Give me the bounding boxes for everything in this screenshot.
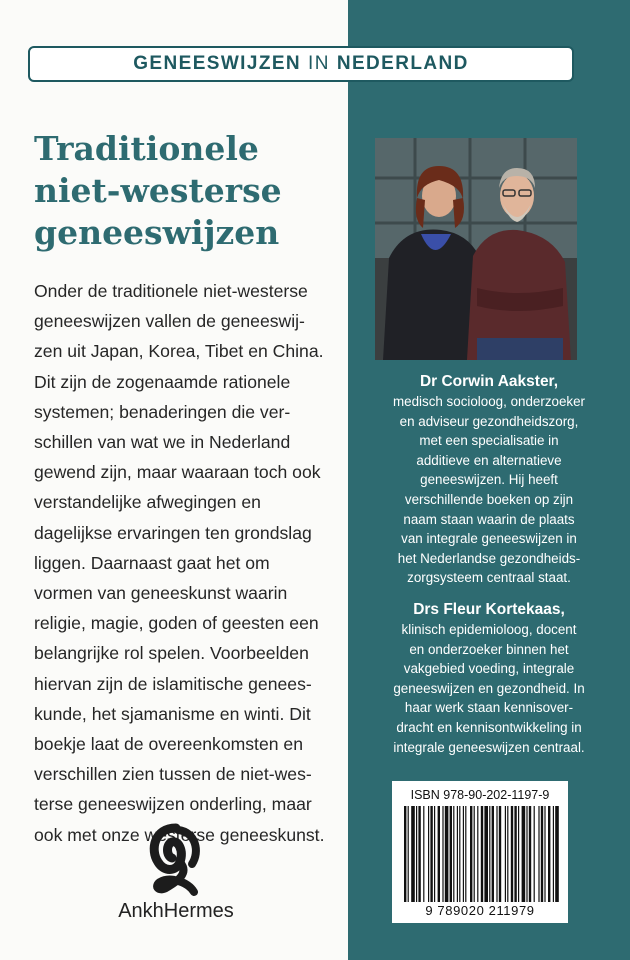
blurb-line: systemen; benaderingen die ver-	[34, 401, 291, 422]
title-line: geneeswijzen	[34, 213, 280, 252]
barcode-bar	[418, 806, 420, 902]
title-line: Traditionele	[34, 129, 259, 168]
barcode-bar	[453, 806, 454, 902]
isbn-barcode	[392, 781, 568, 923]
author-bio-line: en adviseur gezondheidszorg,	[399, 413, 579, 429]
author-bio-line: klinisch epidemioloog, docent	[401, 622, 577, 637]
barcode-bar	[442, 806, 443, 902]
publisher-name-hermes: Hermes	[163, 900, 234, 922]
barcode-bar	[463, 806, 464, 902]
blurb-line: ook met onze westerse geneeskunst.	[34, 824, 325, 845]
blurb-line: kunde, het sjamanisme en winti. Dit	[34, 703, 311, 724]
book-title	[34, 128, 334, 254]
author-bio-line: integrale geneeswijzen centraal.	[393, 739, 585, 755]
publisher-name-ankh: Ankh	[118, 900, 164, 922]
blurb-line: geneeswijzen vallen de geneeswij-	[34, 311, 305, 332]
author-bio-kortekaas	[348, 600, 630, 757]
author-bio-line: vakgebied voeding, integrale	[403, 661, 575, 677]
barcode-bar	[518, 806, 519, 902]
barcode-bar	[428, 806, 429, 902]
series-banner	[28, 46, 574, 82]
barcode-bar	[438, 806, 440, 902]
barcode-bar	[434, 806, 435, 902]
barcode-bar	[544, 806, 545, 902]
publisher-name	[106, 900, 246, 923]
barcode-bar	[538, 806, 539, 902]
barcode-bar	[445, 806, 449, 902]
barcode-bar	[430, 806, 432, 902]
author-bio-line: naam staan waarin de plaats	[403, 511, 575, 527]
barcode-bar	[411, 806, 415, 902]
ankhhermes-logo-icon	[136, 822, 216, 900]
blurb-text	[34, 276, 352, 850]
barcode-bar	[541, 806, 543, 902]
barcode-bar	[404, 806, 406, 902]
author-bio-line: geneeswijzen. Hij heeft	[420, 472, 558, 488]
barcode-bar	[499, 806, 501, 902]
author-bio-line: van integrale geneeswijzen in	[401, 531, 577, 547]
blurb-line: liggen. Daarnaast gaat het om	[34, 552, 270, 573]
barcode-bar	[474, 806, 475, 902]
barcode-bar	[526, 806, 527, 902]
barcode-bar	[459, 806, 460, 902]
author-bio-line: dracht en kennisontwikkeling in	[396, 719, 582, 735]
author-bio-line: met een specialisatie in	[419, 433, 559, 449]
barcode-bar	[465, 806, 466, 902]
barcode-bar	[507, 806, 508, 902]
blurb-line: boekje laat de overeenkomsten en	[34, 734, 303, 755]
series-word-nederland: NEDERLAND	[336, 53, 469, 74]
barcode-digits: 9 789020 211979	[425, 903, 535, 918]
barcode-bar	[548, 806, 550, 902]
blurb-line: verstandelijke afwegingen en	[34, 492, 261, 513]
title-line: niet-westerse	[34, 171, 282, 210]
blurb-line: schillen van wat we in Nederland	[34, 432, 291, 453]
blurb-line: verschillen zien tussen de niet-wes-	[34, 764, 312, 785]
barcode-bar	[496, 806, 497, 902]
barcode-bar	[457, 806, 458, 902]
barcode-bar	[511, 806, 513, 902]
author-bio-aakster	[348, 372, 630, 588]
author-name: Dr Corwin Aakster,	[419, 373, 559, 390]
author-photo	[375, 138, 577, 360]
blurb-line: vormen van geneeskunst waarin	[34, 583, 288, 604]
barcode-bar	[505, 806, 506, 902]
blurb-line: gewend zijn, maar waaraan toch ook	[34, 462, 321, 483]
barcode-bar	[408, 806, 409, 902]
blurb-line: terse geneeswijzen onderling, maar	[34, 794, 312, 815]
blurb-line: belangrijke rol spelen. Voorbeelden	[34, 643, 309, 664]
barcode-bar	[553, 806, 554, 902]
barcode-bar	[481, 806, 483, 902]
blurb-line: religie, magie, goden of geesten een	[34, 613, 319, 634]
barcode-bar	[416, 806, 417, 902]
blurb-line: dagelijkse ervaringen ten grondslag	[34, 522, 312, 543]
barcode-bar	[489, 806, 490, 902]
isbn-text: ISBN 978-90-202-1197-9	[410, 788, 550, 802]
barcode-bar	[492, 806, 494, 902]
author-bio-line: zorgsysteem centraal staat.	[407, 570, 571, 586]
author-bio-line: en onderzoeker binnen het	[409, 641, 569, 657]
barcode-bar	[484, 806, 488, 902]
blurb-line: Onder de traditionele niet-westerse	[34, 281, 308, 301]
author-bio-line: het Nederlandse gezondheids-	[397, 550, 581, 566]
barcode-bar	[470, 806, 472, 902]
blurb-line: hiervan zijn de islamitische genees-	[34, 673, 312, 694]
barcode-bars	[400, 806, 560, 902]
barcode-bar	[534, 806, 535, 902]
series-word-geneeswijzen: GENEESWIJZEN	[133, 53, 302, 74]
author-bio-line: medisch socioloog, onderzoeker	[392, 394, 586, 409]
author-bio-line: additieve en alternatieve	[416, 452, 562, 468]
author-bio-line: haar werk staan kennisover-	[404, 700, 574, 716]
barcode-bar	[450, 806, 452, 902]
blurb-line: Dit zijn de zogenaamde rationele	[34, 371, 291, 392]
barcode-bar	[423, 806, 424, 902]
barcode-bar	[555, 806, 559, 902]
barcode-bar	[522, 806, 526, 902]
barcode-bar	[477, 806, 478, 902]
blurb-line: zen uit Japan, Korea, Tibet en China.	[34, 341, 324, 362]
barcode-bar	[529, 806, 531, 902]
author-name: Drs Fleur Kortekaas,	[413, 601, 565, 618]
author-bio-line: geneeswijzen en gezondheid. In	[393, 680, 585, 696]
author-photo-illustration	[375, 138, 577, 360]
author-bio-line: verschillende boeken op zijn	[404, 491, 574, 507]
barcode-bar	[514, 806, 516, 902]
series-word-in: IN	[308, 53, 330, 74]
